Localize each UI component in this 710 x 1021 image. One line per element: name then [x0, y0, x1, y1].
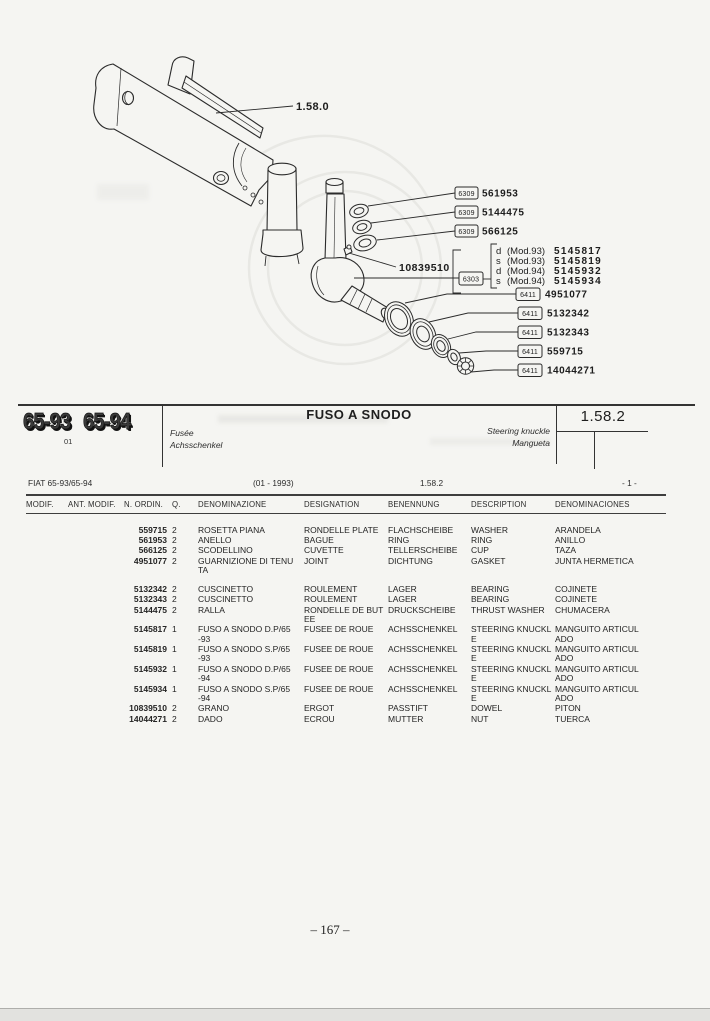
title-en: Steering knuckle	[487, 426, 550, 436]
cell-denominazione: GRANO	[198, 703, 230, 714]
title-de: Achsschenkel	[170, 439, 223, 450]
beam-boss	[214, 172, 229, 185]
cell-benennung: PASSTIFT	[388, 703, 428, 714]
parts-table	[26, 494, 666, 724]
cell-designation: ROULEMENT	[304, 583, 358, 594]
cell-designation: FUSEE DE ROUE	[304, 624, 374, 635]
title-es: Mangueta	[512, 437, 550, 448]
part-number: 5144475	[482, 207, 525, 219]
cell-denominaciones: CHUMACERA	[555, 604, 610, 615]
cell-modif	[26, 545, 68, 555]
exploded-view-diagram	[0, 0, 710, 400]
cell-denominaciones: PITON	[555, 703, 581, 714]
table-row	[26, 664, 666, 684]
ref-box-label: 6411	[520, 292, 536, 299]
column-header-ant_modif: ANT. MODIF.	[68, 495, 124, 513]
cell-benennung: MUTTER	[388, 713, 424, 724]
cell-modif	[26, 703, 68, 713]
cell-denominaciones: COJINETE	[555, 594, 598, 605]
section-code: 1.58.2	[580, 408, 626, 425]
cell-denominazione: GUARNIZIONE DI TENUTA	[198, 555, 294, 576]
cell-benennung: DRUCKSCHEIBE	[388, 604, 456, 615]
cell-q: 2	[172, 555, 177, 566]
ref-box-label: 6309	[458, 229, 475, 236]
cell-designation: FUSEE DE ROUE	[304, 663, 374, 674]
cell-n_ordin: 5132342	[133, 583, 167, 594]
table-row	[26, 644, 666, 664]
cell-benennung: FLACHSCHEIBE	[388, 524, 454, 535]
bearing-callouts	[516, 288, 596, 377]
washers-drawing	[348, 202, 378, 253]
table-row	[26, 513, 666, 535]
ref-box-label: 6303	[462, 276, 480, 284]
cell-description: DOWEL	[471, 703, 503, 714]
cell-denominazione: FUSO A SNODO D.P/65 -93	[198, 624, 291, 644]
cell-description: CUP	[471, 545, 489, 556]
cell-denominaciones: COJINETE	[555, 583, 598, 594]
title-block-rule	[18, 404, 695, 406]
cell-q: 2	[172, 713, 177, 724]
ref-box-label: 6411	[522, 368, 538, 375]
cell-modif	[26, 556, 68, 576]
table-row	[26, 624, 666, 644]
title-translations-left	[170, 428, 222, 451]
part-number: 566125	[482, 226, 519, 238]
table-row	[26, 604, 666, 624]
cell-description: STEERING KNUCKLE	[471, 624, 552, 644]
cell-designation: CUVETTE	[304, 545, 344, 556]
ref-box-label: 6309	[458, 191, 475, 198]
meta-sheet: - 1 -	[622, 478, 637, 488]
cell-n_ordin: 5132343	[133, 594, 167, 605]
cell-n_ordin: 5145932	[133, 663, 167, 674]
scan-ghost-artifact	[97, 184, 149, 200]
variant-side: s	[496, 256, 501, 267]
cell-designation: FUSEE DE ROUE	[304, 683, 374, 694]
column-header-modif: MODIF.	[26, 495, 68, 513]
scan-edge-artifact	[0, 1008, 710, 1021]
ref-box-label: 6411	[522, 311, 538, 318]
cell-modif	[26, 624, 68, 644]
section-code-rule	[557, 431, 648, 432]
pin-part-label: 10839510	[399, 262, 450, 274]
cell-n_ordin: 5145817	[133, 624, 167, 635]
cell-benennung: ACHSSCHENKEL	[388, 663, 458, 674]
cell-denominazione: CUSCINETTO	[198, 583, 254, 594]
section-code-tick	[594, 432, 595, 469]
cell-ant_modif	[68, 513, 124, 535]
knuckle-callout	[459, 246, 602, 287]
cell-ant_modif	[68, 594, 124, 604]
cell-description: BEARING	[471, 583, 510, 594]
cell-denominaciones: MANGUITO ARTICULADO	[555, 663, 639, 684]
parts-table-body	[26, 513, 666, 724]
cell-n_ordin: 559715	[138, 524, 167, 535]
cell-ant_modif	[68, 683, 124, 703]
part-number: 561953	[482, 188, 519, 200]
cell-modif	[26, 644, 68, 664]
cell-ant_modif	[68, 703, 124, 713]
cell-q: 2	[172, 594, 177, 605]
cell-description: RING	[471, 534, 493, 545]
cell-denominazione: CUSCINETTO	[198, 594, 254, 605]
cell-denominazione: FUSO A SNODO S.P/65 -93	[198, 644, 291, 664]
title-fr: Fusée	[170, 428, 194, 438]
part-number: 5145932	[554, 266, 603, 277]
cell-modif	[26, 594, 68, 604]
cell-denominazione: ANELLO	[198, 534, 232, 545]
title-translations-right	[378, 426, 550, 449]
cell-denominaciones: TUERCA	[555, 713, 590, 724]
column-header-description: DESCRIPTION	[471, 495, 555, 513]
table-row	[26, 594, 666, 604]
table-row	[26, 556, 666, 576]
washer-callouts	[455, 187, 524, 238]
model-badge-65-94: 65-94	[83, 408, 131, 434]
cell-q: 2	[172, 534, 177, 545]
column-header-n_ordin: N. ORDIN.	[124, 495, 172, 513]
cell-description: GASKET	[471, 555, 506, 566]
column-header-q: Q.	[172, 495, 198, 513]
cell-benennung: LAGER	[388, 594, 417, 605]
cell-ant_modif	[68, 714, 124, 724]
ref-box-label: 6411	[522, 330, 538, 337]
variant-side: d	[496, 246, 502, 257]
cell-n_ordin: 14044271	[129, 713, 167, 724]
cell-modif	[26, 604, 68, 624]
cell-benennung: DICHTUNG	[388, 555, 433, 566]
table-row	[26, 714, 666, 724]
cell-designation: ECROU	[304, 713, 335, 724]
cell-q: 1	[172, 624, 177, 635]
cell-denominaciones: ANILLO	[555, 534, 586, 545]
cell-denominazione: FUSO A SNODO S.P/65 -94	[198, 683, 291, 703]
cell-modif	[26, 535, 68, 545]
cell-modif	[26, 714, 68, 724]
part-number: 4951077	[545, 289, 588, 301]
cell-ant_modif	[68, 545, 124, 555]
ref-box-label: 6411	[522, 349, 538, 356]
variant-side: s	[496, 276, 501, 287]
cell-q: 1	[172, 663, 177, 674]
cell-modif	[26, 576, 68, 594]
cell-q: 2	[172, 604, 177, 615]
cell-description: THRUST WASHER	[471, 604, 545, 615]
column-header-denominaciones: DENOMINACIONES	[555, 495, 666, 513]
part-number: 559715	[547, 346, 584, 358]
variant-model: (Mod.93)	[507, 246, 546, 257]
cell-description: NUT	[471, 713, 489, 724]
cell-description: BEARING	[471, 594, 510, 605]
cell-denominazione: SCODELLINO	[198, 545, 253, 556]
cell-q: 1	[172, 683, 177, 694]
cell-q: 2	[172, 545, 177, 556]
axle-ref-label: 1.58.0	[296, 101, 329, 113]
cell-denominazione: RALLA	[198, 604, 225, 615]
cell-denominazione: FUSO A SNODO D.P/65 -94	[198, 663, 291, 684]
cell-benennung: ACHSSCHENKEL	[388, 624, 458, 635]
cell-ant_modif	[68, 644, 124, 664]
cell-denominaciones: MANGUITO ARTICULADO	[555, 624, 639, 644]
meta-section: 1.58.2	[420, 478, 444, 488]
bearings-drawing	[379, 297, 474, 374]
cell-benennung: TELLERSCHEIBE	[388, 545, 458, 556]
variant-model: (Mod.93)	[507, 256, 546, 267]
cell-denominaciones: MANGUITO ARTICULADO	[555, 644, 639, 664]
cell-benennung: RING	[388, 534, 410, 545]
cell-q: 2	[172, 703, 177, 714]
table-row	[26, 576, 666, 594]
cell-ant_modif	[68, 624, 124, 644]
cell-q: 1	[172, 644, 177, 655]
cell-benennung: ACHSSCHENKEL	[388, 683, 458, 694]
cell-q: 2	[172, 524, 177, 535]
cell-denominaciones: JUNTA HERMETICA	[555, 555, 634, 566]
variant-code: 01	[64, 437, 73, 446]
page-title: FUSO A SNODO	[306, 407, 412, 422]
column-header-designation: DESIGNATION	[304, 495, 388, 513]
cell-description: STEERING KNUCKLE	[471, 663, 552, 684]
cell-modif	[26, 683, 68, 703]
cell-designation: ROULEMENT	[304, 594, 358, 605]
part-number: 5132342	[547, 308, 590, 320]
cell-modif	[26, 513, 68, 535]
part-number: 5145819	[554, 256, 603, 267]
variant-model: (Mod.94)	[507, 266, 546, 277]
cell-ant_modif	[68, 556, 124, 576]
page-number: – 167 –	[310, 922, 350, 937]
cell-designation: ERGOT	[304, 703, 335, 714]
cell-description: STEERING KNUCKLE	[471, 683, 552, 703]
cell-ant_modif	[68, 535, 124, 545]
cell-n_ordin: 4951077	[133, 555, 167, 566]
cell-benennung: ACHSSCHENKEL	[388, 644, 458, 655]
model-badges	[23, 408, 137, 435]
cell-denominazione: ROSETTA PIANA	[198, 524, 265, 535]
column-header-denominazione: DENOMINAZIONE	[198, 495, 304, 513]
part-number: 14044271	[547, 365, 596, 377]
part-number: 5132343	[547, 327, 590, 339]
cell-denominaciones: ARANDELA	[555, 524, 601, 535]
cell-modif	[26, 664, 68, 684]
cell-ant_modif	[68, 604, 124, 624]
table-row	[26, 683, 666, 703]
cell-designation: FUSEE DE ROUE	[304, 644, 374, 655]
parts-table-header-row	[26, 495, 666, 513]
cell-n_ordin: 5145934	[133, 683, 167, 694]
cell-denominazione: DADO	[198, 713, 223, 724]
cell-n_ordin: 566125	[138, 545, 167, 556]
meta-model: FIAT 65-93/65-94	[28, 478, 93, 488]
cell-q: 2	[172, 583, 177, 594]
axle-beam-drawing	[94, 57, 303, 266]
variant-side: d	[496, 266, 502, 277]
cell-designation: RONDELLE PLATE	[304, 524, 379, 535]
table-row	[26, 703, 666, 713]
variant-model: (Mod.94)	[507, 276, 546, 287]
cell-n_ordin: 561953	[138, 534, 167, 545]
cell-n_ordin: 5145819	[133, 644, 167, 655]
part-number: 5145817	[554, 246, 603, 257]
part-number: 5145934	[554, 276, 603, 287]
cell-n_ordin: 5144475	[133, 604, 167, 615]
cell-denominaciones: MANGUITO ARTICULADO	[555, 683, 639, 703]
cell-description: STEERING KNUCKLE	[471, 644, 552, 664]
cell-description: WASHER	[471, 524, 508, 535]
cell-designation: JOINT	[304, 555, 329, 566]
table-row	[26, 545, 666, 555]
meta-period: (01 - 1993)	[253, 478, 294, 488]
ref-box-label: 6309	[458, 210, 475, 217]
cell-benennung: LAGER	[388, 583, 417, 594]
cell-designation: BAGUE	[304, 534, 334, 545]
table-row	[26, 535, 666, 545]
cell-ant_modif	[68, 664, 124, 684]
table-meta-row	[26, 478, 674, 490]
cell-designation: RONDELLE DE BUTEE	[304, 604, 384, 624]
cell-n_ordin: 10839510	[129, 703, 167, 714]
cell-denominaciones: TAZA	[555, 545, 577, 556]
model-badge-65-93: 65-93	[23, 408, 71, 434]
cell-ant_modif	[68, 576, 124, 594]
column-header-benennung: BENENNUNG	[388, 495, 471, 513]
